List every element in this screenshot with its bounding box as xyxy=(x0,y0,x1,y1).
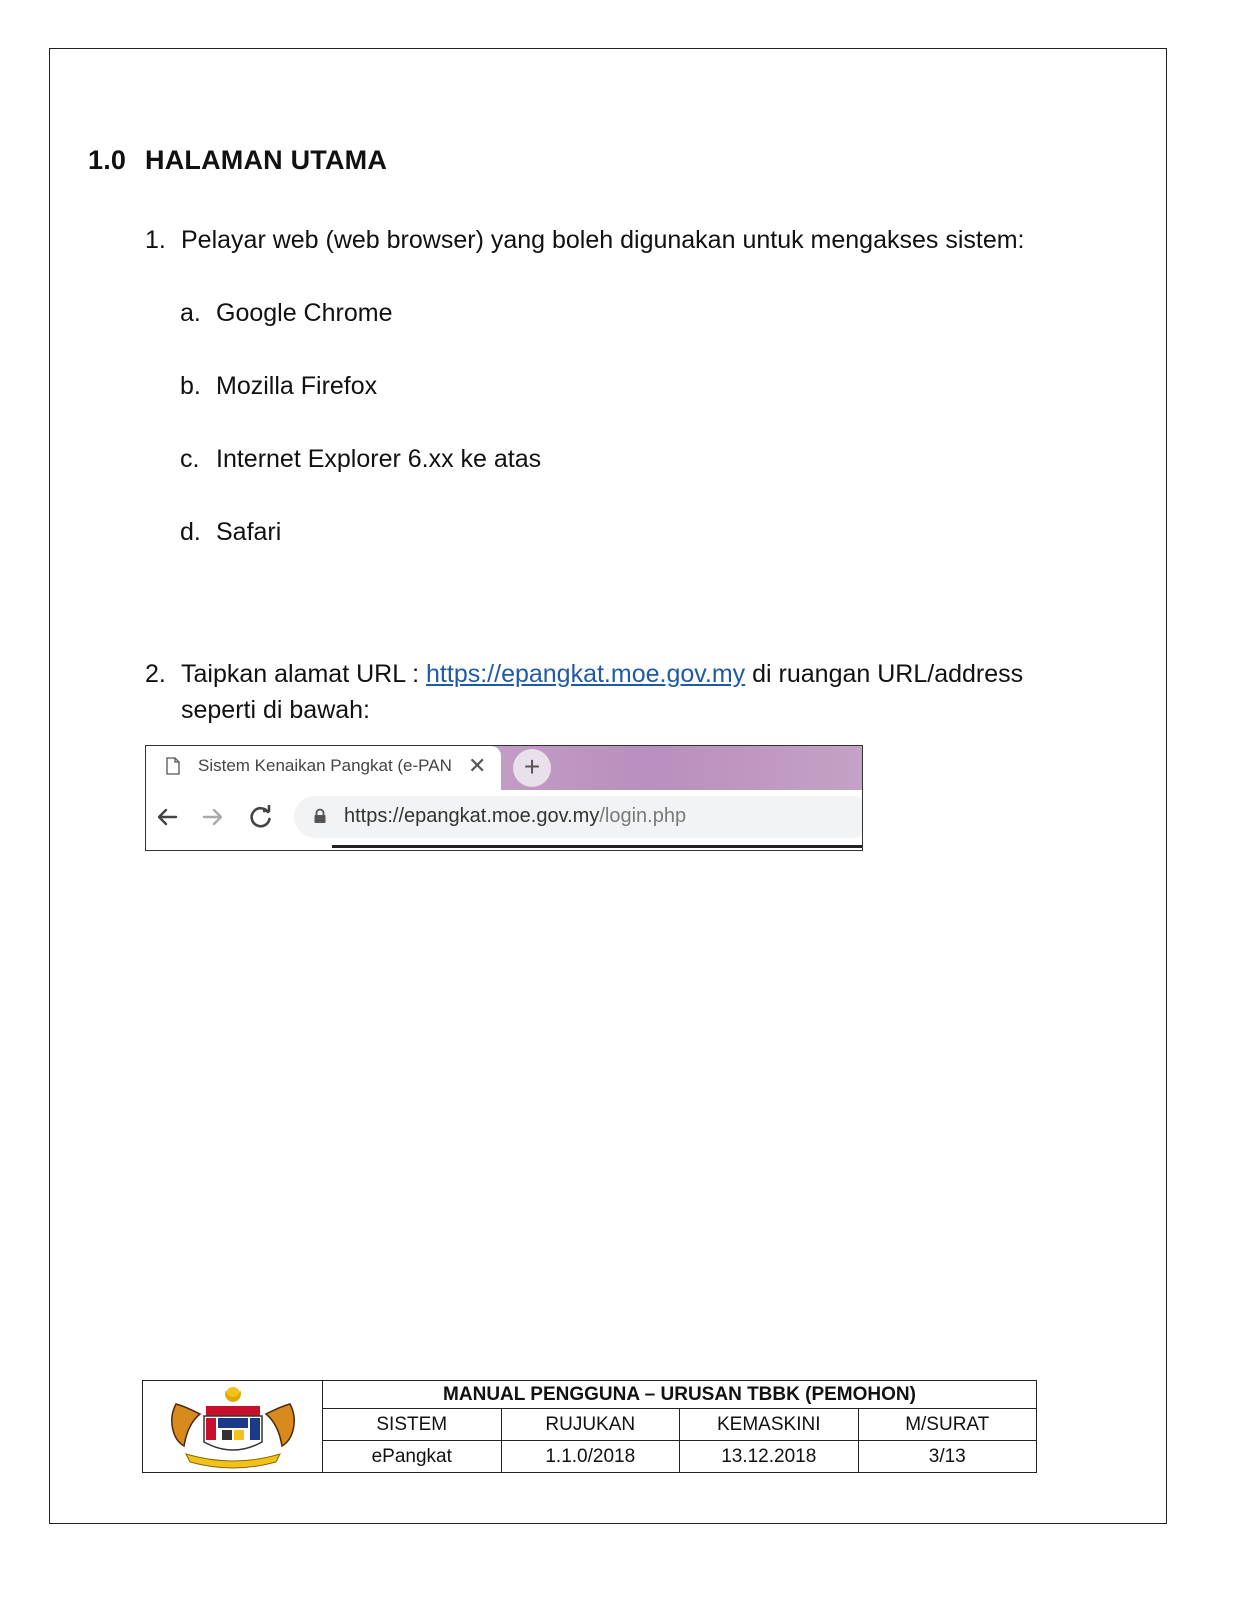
sub-marker: c. xyxy=(180,445,200,473)
list-marker: 1. xyxy=(145,226,166,254)
sub-item-chrome xyxy=(180,295,392,331)
section-number: 1.0 xyxy=(88,145,127,175)
footer-header-sistem: SISTEM xyxy=(323,1409,502,1441)
reload-icon[interactable] xyxy=(246,802,276,832)
epangkat-link[interactable]: https://epangkat.moe.gov.my xyxy=(426,660,746,688)
footer-header-rujukan: RUJUKAN xyxy=(501,1409,680,1441)
list-item-2 xyxy=(145,656,1065,728)
footer-header-msurat: M/SURAT xyxy=(858,1409,1037,1441)
crest-logo-cell xyxy=(143,1381,323,1473)
tab-strip xyxy=(146,746,862,790)
sub-item-text: Internet Explorer 6.xx ke atas xyxy=(216,445,542,473)
page-load-progress xyxy=(332,845,863,848)
list-item-text-after: di ruangan URL/address xyxy=(745,660,1024,688)
close-icon[interactable]: ✕ xyxy=(468,753,487,778)
list-item-text: Taipkan alamat URL : xyxy=(181,660,427,688)
footer-title: MANUAL PENGGUNA – URUSAN TBBK (PEMOHON) xyxy=(323,1381,1037,1409)
list-marker: 2. xyxy=(145,660,166,688)
list-item-text: Pelayar web (web browser) yang boleh digunakan untuk mengakses sistem: xyxy=(181,226,1025,254)
browser-toolbar xyxy=(146,790,862,848)
sub-marker: a. xyxy=(180,299,201,327)
forward-arrow-icon[interactable] xyxy=(198,802,228,832)
section-heading xyxy=(88,145,387,176)
sub-item-text: Mozilla Firefox xyxy=(216,372,378,400)
new-tab-button[interactable]: + xyxy=(513,749,551,787)
sub-item-firefox xyxy=(180,368,377,404)
malaysia-crest-icon xyxy=(166,1384,300,1470)
sub-marker: b. xyxy=(180,372,201,400)
url-host: https://epangkat.moe.gov.my xyxy=(344,805,600,827)
sub-item-text: Google Chrome xyxy=(216,299,393,327)
tab-title: Sistem Kenaikan Pangkat (e-PAN xyxy=(198,756,452,775)
list-item-text-line2: seperti di bawah: xyxy=(181,696,371,724)
browser-tab[interactable] xyxy=(146,746,501,790)
footer-header-kemaskini: KEMASKINI xyxy=(680,1409,859,1441)
browser-screenshot xyxy=(145,745,863,851)
footer-value-sistem: ePangkat xyxy=(323,1441,502,1473)
url-path: /login.php xyxy=(599,805,687,827)
section-title: HALAMAN UTAMA xyxy=(145,145,388,175)
list-item-1 xyxy=(145,222,1025,258)
sub-marker: d. xyxy=(180,518,201,546)
address-bar-url xyxy=(344,805,686,828)
footer-value-msurat: 3/13 xyxy=(858,1441,1037,1473)
sub-item-internet-explorer xyxy=(180,441,541,477)
footer-table xyxy=(142,1380,1037,1473)
page-icon xyxy=(166,757,180,775)
footer-value-kemaskini: 13.12.2018 xyxy=(680,1441,859,1473)
back-arrow-icon[interactable] xyxy=(152,802,182,832)
sub-item-safari xyxy=(180,514,281,550)
lock-icon xyxy=(313,808,327,824)
footer-value-rujukan: 1.1.0/2018 xyxy=(501,1441,680,1473)
sub-item-text: Safari xyxy=(216,518,282,546)
address-bar[interactable] xyxy=(294,796,863,838)
